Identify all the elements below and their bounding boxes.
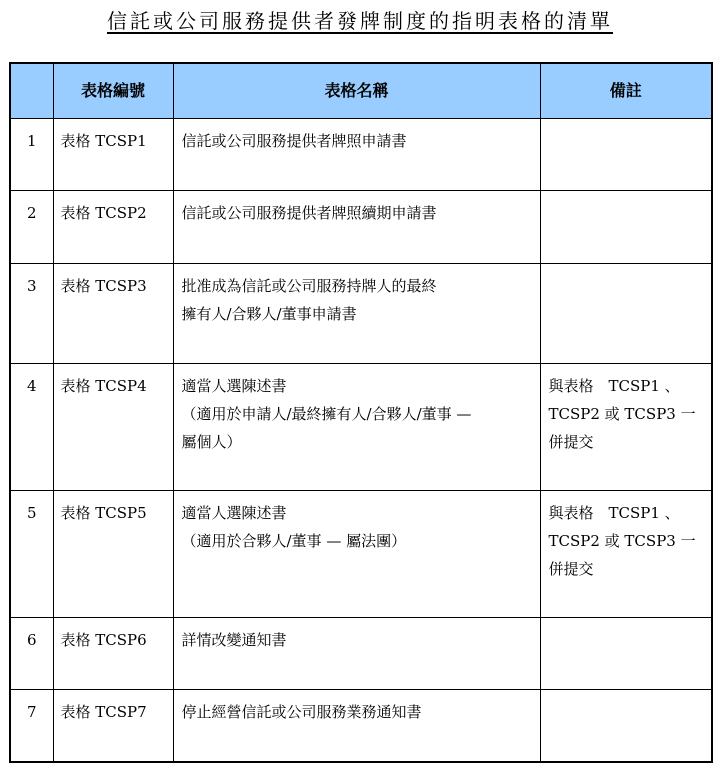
form-remark xyxy=(540,364,712,491)
table-row xyxy=(10,491,712,618)
table-row xyxy=(10,119,712,191)
form-name-line: 批准成為信託或公司服務持牌人的最終 xyxy=(181,277,437,295)
page-title xyxy=(0,8,720,34)
table-row xyxy=(10,618,712,690)
header-number xyxy=(10,63,53,119)
form-name-line: 適當人選陳述書 xyxy=(181,377,287,395)
table-row xyxy=(10,264,712,364)
header-form-name: 表格名稱 xyxy=(173,63,540,119)
form-name-line: 信託或公司服務提供者牌照續期申請書 xyxy=(181,204,437,222)
table-row xyxy=(10,690,712,762)
form-remark-line: 與表格 TCSP1 、 xyxy=(548,504,680,522)
form-code: 表格 TCSP2 xyxy=(53,191,173,264)
form-name-line: 停止經營信託或公司服務業務通知書 xyxy=(181,703,422,721)
table-body xyxy=(10,119,712,762)
form-remark xyxy=(540,618,712,690)
form-remark-line: 併提交 xyxy=(548,433,594,451)
table-header-row xyxy=(10,63,712,119)
form-remark-line: 與表格 TCSP1 、 xyxy=(548,377,680,395)
form-code: 表格 TCSP6 xyxy=(53,618,173,690)
table-row xyxy=(10,191,712,264)
form-name-line: 詳情改變通知書 xyxy=(181,631,287,649)
form-name xyxy=(173,491,540,618)
form-code: 表格 TCSP5 xyxy=(53,491,173,618)
forms-table xyxy=(9,62,713,763)
row-number: 1 xyxy=(10,119,53,191)
form-name xyxy=(173,364,540,491)
form-remark xyxy=(540,119,712,191)
row-number: 2 xyxy=(10,191,53,264)
form-name-line: （適用於申請人/最終擁有人/合夥人/董事 — xyxy=(181,405,472,423)
row-number: 7 xyxy=(10,690,53,762)
form-name xyxy=(173,119,540,191)
header-remarks: 備註 xyxy=(540,63,712,119)
form-code: 表格 TCSP4 xyxy=(53,364,173,491)
form-remark xyxy=(540,191,712,264)
form-name-line: 屬個人） xyxy=(181,433,242,451)
form-name xyxy=(173,618,540,690)
form-remark xyxy=(540,264,712,364)
row-number: 5 xyxy=(10,491,53,618)
form-remark-line: 併提交 xyxy=(548,560,594,578)
form-remark-line: TCSP2 或 TCSP3 一 xyxy=(548,405,696,423)
form-name xyxy=(173,264,540,364)
form-code: 表格 TCSP3 xyxy=(53,264,173,364)
form-remark xyxy=(540,690,712,762)
form-name-line: 適當人選陳述書 xyxy=(181,504,287,522)
row-number: 3 xyxy=(10,264,53,364)
form-name-line: 擁有人/合夥人/董事申請書 xyxy=(181,305,357,323)
header-form-code: 表格編號 xyxy=(53,63,173,119)
form-remark-line: TCSP2 或 TCSP3 一 xyxy=(548,532,696,550)
form-name xyxy=(173,690,540,762)
page-title-text: 信託或公司服務提供者發牌制度的指明表格的清單 xyxy=(107,9,613,33)
row-number: 6 xyxy=(10,618,53,690)
form-remark xyxy=(540,491,712,618)
form-name-line: （適用於合夥人/董事 — 屬法團） xyxy=(181,532,407,550)
form-code: 表格 TCSP7 xyxy=(53,690,173,762)
form-name xyxy=(173,191,540,264)
form-code: 表格 TCSP1 xyxy=(53,119,173,191)
table-row xyxy=(10,364,712,491)
form-name-line: 信託或公司服務提供者牌照申請書 xyxy=(181,132,407,150)
row-number: 4 xyxy=(10,364,53,491)
